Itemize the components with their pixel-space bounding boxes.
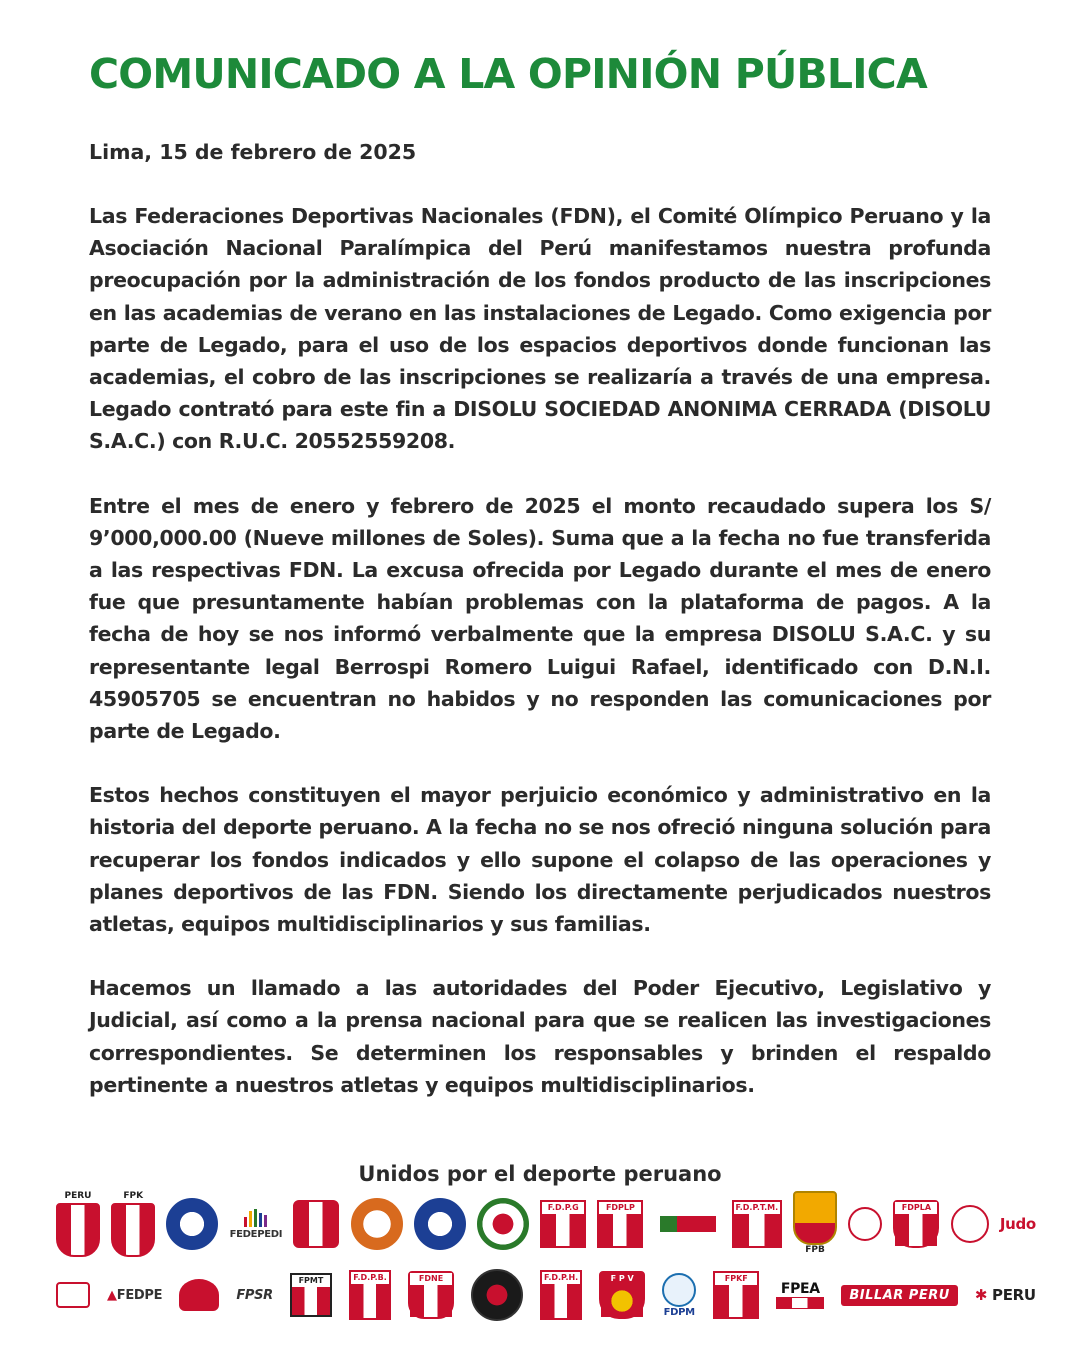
logo-label: FDNE	[410, 1273, 452, 1285]
logo-label: FPEA	[780, 1281, 820, 1297]
federation-logo-r2-1	[56, 1282, 90, 1308]
flag-shield-icon	[713, 1271, 759, 1319]
logo-label: F.D.P.H.	[544, 1273, 579, 1282]
federation-logo-r2-8	[471, 1269, 523, 1321]
fdptm-logo	[732, 1200, 782, 1248]
circle-emblem-icon	[166, 1198, 218, 1250]
page-title: COMUNICADO A LA OPINIÓN PÚBLICA	[89, 50, 927, 98]
fdpg-logo	[540, 1200, 586, 1248]
logo-label: PERU	[64, 1191, 92, 1201]
emblem-icon	[179, 1279, 219, 1311]
fpmt-logo	[290, 1273, 332, 1317]
logo-label: F.D.P.T.M.	[735, 1203, 779, 1212]
fpea-logo	[776, 1281, 824, 1309]
fpkf-logo	[713, 1271, 759, 1319]
federation-logo-7	[414, 1198, 466, 1250]
fdpla-logo	[893, 1200, 939, 1248]
emblem-icon	[56, 1282, 90, 1308]
fdplp-logo	[597, 1200, 643, 1248]
motto: Unidos por el deporte peruano	[358, 1162, 722, 1186]
federation-logos-row-1	[56, 1192, 1036, 1256]
shield-icon	[56, 1203, 100, 1257]
fpsr-logo	[236, 1288, 273, 1303]
shield-icon	[111, 1203, 155, 1257]
paralympic-association-logo	[293, 1200, 339, 1248]
circle-emblem-icon	[471, 1269, 523, 1321]
ball-icon	[848, 1207, 882, 1241]
paralympic-icon	[293, 1200, 339, 1248]
flag-icon	[776, 1297, 824, 1309]
fedepedi-logo	[230, 1209, 283, 1240]
fdpm-logo	[662, 1273, 696, 1318]
banner-icon	[660, 1216, 716, 1232]
bowling-federation-logo	[848, 1207, 882, 1241]
judo-federation-logo	[1000, 1215, 1036, 1233]
federation-logo-16	[951, 1205, 989, 1243]
logo-label: BILLAR PERU	[841, 1285, 957, 1306]
logo-label: ✱ PERU	[974, 1286, 1036, 1304]
logo-label: FPKF	[715, 1273, 757, 1285]
flag-shield-icon	[597, 1200, 643, 1248]
shield-icon	[793, 1191, 837, 1245]
logo-label: ▲FEDPE	[107, 1287, 163, 1303]
fpk-logo	[111, 1191, 155, 1257]
federation-logo-8	[477, 1198, 529, 1250]
logo-label: FDPM	[663, 1306, 695, 1318]
fpb-logo	[793, 1191, 837, 1257]
federation-logo-6	[351, 1198, 403, 1250]
flag-shield-icon	[893, 1200, 939, 1248]
logo-label: FDPLA	[895, 1202, 937, 1214]
paragraph-2: Entre el mes de enero y febrero de 2025 el monto recaudado supera los S/ 9’000,000.00 (Nueve millones de Soles). Suma que a la fecha no fue transferida a las respectivas FDN. La excusa ofrecida por Legado durante el mes de enero fue que presuntamente habían problemas con la plataforma de pagos. A la fecha de hoy se nos informó verbalmente que la empresa DISOLU S.A.C. y su representante legal Berrospi Romero Luigui Rafael, identificado con D.N.I. 45905705 se encuentran no habidos y no responden las comunicaciones por parte de Legado.	[89, 493, 991, 744]
logo-label: F.D.P.G	[542, 1202, 584, 1214]
softbol-federation-logo	[179, 1279, 219, 1311]
flag-shield-icon	[599, 1271, 645, 1319]
voley-federation-logo	[166, 1198, 218, 1250]
flag-shield-icon	[408, 1271, 454, 1319]
paragraph-3: Estos hechos constituyen el mayor perjuicio económico y administrativo en la historia del deporte peruano. A la fecha no se nos ofreció ninguna solución para recuperar los fondos indicados y ello supone el colapso de las operaciones y planes deportivos de las FDN. Siendo los directamente perjudicados nuestros atletas, equipos multidisciplinarios y sus familias.	[89, 783, 991, 937]
logo-label: FPSR	[236, 1287, 273, 1303]
billar-peru-logo	[841, 1285, 957, 1306]
fedpe-logo	[107, 1288, 162, 1303]
peru-sobre-hielo-logo	[975, 1286, 1036, 1304]
tiro-federation-logo	[655, 1216, 721, 1232]
circle-emblem-icon	[414, 1198, 466, 1250]
date-line: Lima, 15 de febrero de 2025	[89, 140, 417, 164]
bars-icon	[244, 1209, 267, 1227]
flag-shield-icon	[540, 1270, 582, 1320]
fdne-logo	[408, 1271, 454, 1319]
logo-label: FPB	[805, 1245, 825, 1255]
circle-emblem-icon	[351, 1198, 403, 1250]
logo-label: FPK	[123, 1191, 144, 1201]
logo-label: FEDEPEDI	[229, 1228, 283, 1240]
federation-logos-row-2	[56, 1266, 1036, 1324]
fpv-logo	[599, 1271, 645, 1319]
wave-icon	[662, 1273, 696, 1307]
communique	[89, 48, 991, 1101]
logo-label: FPMT	[292, 1275, 330, 1287]
logo-label: FDPLP	[599, 1202, 641, 1214]
flag-shield-icon	[349, 1270, 391, 1320]
peru-logo	[56, 1191, 100, 1257]
logo-label: F.D.P.B.	[351, 1272, 389, 1284]
logo-label: Judo	[999, 1215, 1036, 1233]
flag-shield-icon	[732, 1200, 782, 1248]
fdpb-logo	[349, 1270, 391, 1320]
circle-emblem-icon	[951, 1205, 989, 1243]
logo-label: F P V	[601, 1273, 643, 1285]
paragraph-4: Hacemos un llamado a las autoridades del Poder Ejecutivo, Legislativo y Judicial, así como a la prensa nacional para que se realicen las investigaciones correspondientes. Se determinen los responsables y brinden el respaldo pertinente a nuestros atletas y equipos multidisciplinarios.	[89, 976, 991, 1097]
paragraph-1: Las Federaciones Deportivas Nacionales (FDN), el Comité Olímpico Peruano y la Asociación Nacional Paralímpica del Perú manifestamos nuestra profunda preocupación por la administración de los fondos producto de las inscripciones en las academias de verano en las instalaciones de Legado. Como exigencia por parte de Legado, para el uso de los espacios deportivos donde funcionan las academias, el cobro de las inscripciones se realizaría a través de una empresa. Legado contrató para este fin a DISOLU SOCIEDAD ANONIMA CERRADA (DISOLU S.A.C.) con R.U.C. 20552559208.	[89, 204, 991, 454]
fdph-logo	[540, 1270, 582, 1320]
flag-shield-icon	[290, 1273, 332, 1317]
flag-shield-icon	[540, 1200, 586, 1248]
wreath-emblem-icon	[477, 1198, 529, 1250]
